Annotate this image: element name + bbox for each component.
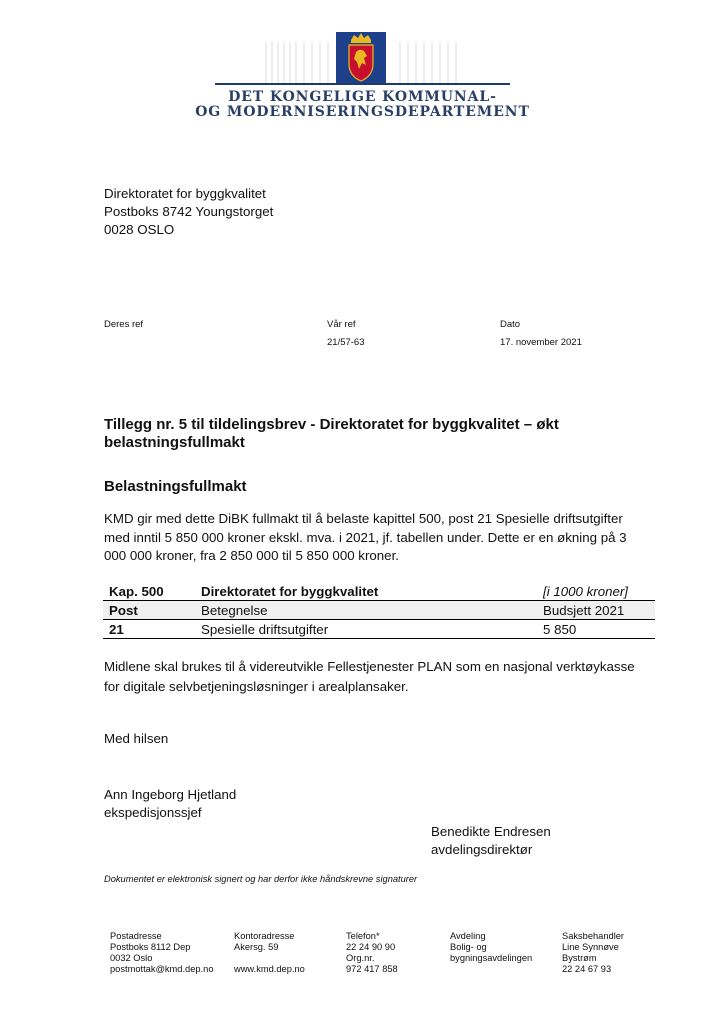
footer-line: www.kmd.dep.no: [234, 964, 305, 974]
dato-value: 17. november 2021: [500, 337, 582, 348]
footer-line: Postboks 8112 Dep: [110, 942, 191, 952]
footer-line: Line Synnøve: [562, 942, 619, 952]
signer-name: Benedikte Endresen: [431, 824, 551, 839]
table-cell: Spesielle driftsutgifter: [195, 620, 537, 639]
ministry-name-line1: DET KONGELIGE KOMMUNAL-: [228, 89, 497, 105]
table-cell: Budsjett 2021: [537, 601, 655, 620]
footer-line: Saksbehandler: [562, 931, 625, 941]
paragraph-2: Midlene skal brukes til å videreutvikle Fellestjenester PLAN som en nasjonal verktøykasse for digitale selvbetjeningsløsninger i arealplansaker.: [104, 659, 635, 694]
table-cell: Direktoratet for byggkvalitet: [195, 582, 537, 601]
table-cell: 21: [103, 620, 195, 639]
coat-of-arms-icon: [336, 32, 386, 84]
footer-line: 22 24 90 90: [346, 942, 396, 952]
footer-kontoradresse: [234, 931, 305, 975]
footer-line: 972 417 858: [346, 964, 398, 974]
var-ref-label: Vår ref: [327, 319, 356, 330]
footer-line: Org.nr.: [346, 953, 375, 963]
footer-line: 22 24 67 93: [562, 964, 612, 974]
footer-line: Bolig- og: [450, 942, 487, 952]
signer-title: avdelingsdirektør: [431, 842, 533, 857]
header-divider: [215, 83, 510, 85]
footer-line: postmottak@kmd.dep.no: [110, 964, 214, 974]
table-cell: Post: [103, 601, 195, 620]
footer-line: [234, 953, 305, 964]
budget-table: [103, 582, 655, 639]
var-ref-value: 21/57-63: [327, 337, 365, 348]
table-row: [103, 620, 655, 639]
signer-2: [431, 823, 551, 859]
greeting: Med hilsen: [104, 731, 169, 746]
footer-line: Avdeling: [450, 931, 486, 941]
footer-line: [450, 964, 532, 975]
recipient-line: Direktoratet for byggkvalitet: [104, 186, 266, 201]
deres-ref-label: Deres ref: [104, 319, 144, 330]
table-cell: [i 1000 kroner]: [537, 582, 655, 601]
footer-saksbehandler: [562, 931, 624, 975]
electronic-signature-note: Dokumentet er elektronisk signert og har derfor ikke håndskrevne signaturer: [104, 874, 418, 884]
letter-title: Tillegg nr. 5 til tildelingsbrev - Direktoratet for byggkvalitet – økt belastningsfullmakt: [104, 416, 559, 451]
section-heading: Belastningsfullmakt: [104, 478, 247, 495]
recipient-line: Postboks 8742 Youngstorget: [104, 204, 274, 219]
table-cell: Betegnelse: [195, 601, 537, 620]
footer-line: Kontoradresse: [234, 931, 295, 941]
dato-label: Dato: [500, 319, 521, 330]
footer-line: 0032 Oslo: [110, 953, 153, 963]
paragraph-1: KMD gir med dette DiBK fullmakt til å belaste kapittel 500, post 21 Spesielle driftsutgifter med inntil 5 850 000 kroner ekskl. mva. i 2021, jf. tabellen under. Dette er en økning på 3 000 000 kroner, fra 2 850 000 til 5 850 000 kroner.: [104, 511, 627, 563]
footer-line: Telefon*: [346, 931, 380, 941]
table-cell: Kap. 500: [103, 582, 195, 601]
footer-line: Bystrøm: [562, 953, 597, 963]
footer-telefon: [346, 931, 398, 975]
table-header-row: [103, 582, 655, 601]
footer-line: Postadresse: [110, 931, 162, 941]
footer-line: Akersg. 59: [234, 942, 279, 952]
recipient-address: [104, 185, 273, 239]
ministry-name-line2: OG MODERNISERINGSDEPARTEMENT: [195, 104, 530, 120]
signer-name: Ann Ingeborg Hjetland: [104, 787, 237, 802]
recipient-line: 0028 OSLO: [104, 222, 175, 237]
signer-1: [104, 786, 236, 822]
footer-postadresse: [110, 931, 214, 975]
footer-line: bygningsavdelingen: [450, 953, 533, 963]
table-subheader-row: [103, 601, 655, 620]
signer-title: ekspedisjonssjef: [104, 805, 202, 820]
table-cell: 5 850: [537, 620, 655, 639]
footer-avdeling: [450, 931, 532, 975]
